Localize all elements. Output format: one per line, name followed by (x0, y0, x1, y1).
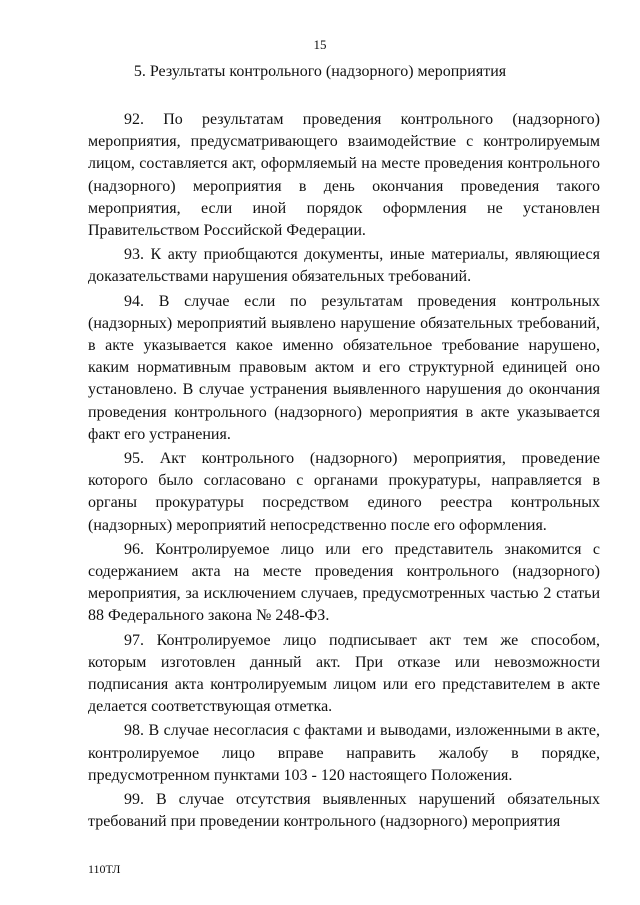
paragraph-99: 99. В случае отсутствия выявленных нарушений обязательных требований при проведении контрольного (надзорного) мероприятия (88, 791, 600, 831)
paragraph-97: 97. Контролируемое лицо подписывает акт тем же способом, которым изготовлен данный акт. При отказе или невозможности подписания акта контролируемым лицом или его представителем в акте делается соответствующая отметка. (88, 631, 600, 716)
paragraph-98: 98. В случае несогласия с фактами и выводами, изложенными в акте, контролируемое лицо вправе направить жалобу в порядке, предусмотренном пунктами 103 - 120 настоящего Положения. (88, 722, 600, 784)
paragraph-94: 94. В случае если по результатам проведения контрольных (надзорных) мероприятий выявлено нарушение обязательных требований, в акте указывается какое именно обязательное требование нарушено, каким нормативным правовым актом и его структурной единицей оно установлено. В случае устранения выявленного нарушения до окончания проведения контрольного (надзорного) мероприятия в акте указывается факт его устранения. (88, 292, 600, 443)
paragraph-92: 92. По результатам проведения контрольного (надзорного) мероприятия, предусматривающего взаимодействие с контролируемым лицом, составляется акт, оформляемый на месте проведения контрольного (надзорного) мероприятия в день окончания проведения такого мероприятия, если иной порядок оформления не установлен Правительством Российской Федерации. (88, 111, 600, 240)
paragraph-93: 93. К акту приобщаются документы, иные материалы, являющиеся доказательствами нарушения обязательных требований. (88, 246, 600, 286)
paragraph-96: 96. Контролируемое лицо или его представитель знакомится с содержанием акта на месте проведения контрольного (надзорного) мероприятия, за исключением случаев, предусмотренных частью 2 статьи 88 Федерального закона № 248-ФЗ. (88, 540, 600, 625)
page-number: 15 (313, 37, 327, 52)
footer-code: 110ТЛ (88, 862, 121, 876)
paragraph-95: 95. Акт контрольного (надзорного) мероприятия, проведение которого было согласовано с органами прокуратуры, направляется в органы прокуратуры посредством единого реестра контрольных (надзорных) мероприятий непосредственно после его оформления. (88, 450, 600, 534)
section-title: 5. Результаты контрольного (надзорного) мероприятия (133, 63, 507, 80)
document-body (88, 109, 600, 834)
